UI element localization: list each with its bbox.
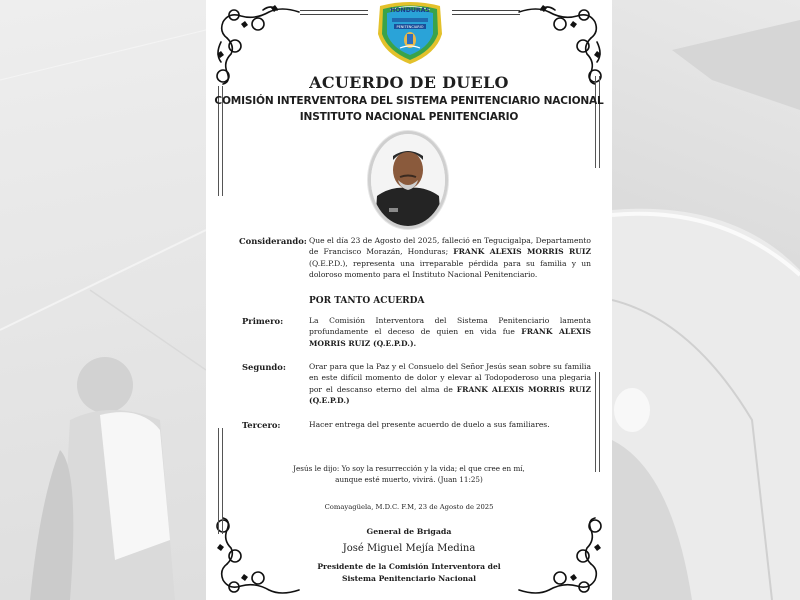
considerando-text: Que el día 23 de Agosto del 2025, falleció en Tegucigalpa, Departamento de Francisco Morazán, Honduras; FRANK ALEXIS MORRIS RUIZ (Q.E.P.D.), representa una irreparable pérdida para su familia y un doloroso momento para el Instituto Nacional Penitenciario. bbox=[309, 236, 591, 279]
honduras-penitenciario-logo-icon bbox=[374, 0, 446, 66]
background-photo-right bbox=[612, 0, 800, 600]
signer-name: José Miguel Mejía Medina bbox=[342, 543, 476, 554]
por-tanto-heading: POR TANTO ACUERDA bbox=[309, 296, 425, 306]
place-and-date: Comayagüela, M.D.C. F.M, 23 de Agosto de 2025 bbox=[324, 503, 494, 511]
segundo-text: Orar para que la Paz y el Consuelo del Señor Jesús sean sobre su familia en este difícil momento de dolor y elevar al Todopoderoso una plegaria por el descanso eterno del alma de FRANK ALEXIS MORRIS RUIZ (Q.E.P.D.) bbox=[309, 362, 591, 405]
signer-title-line-2: Sistema Penitenciario Nacional bbox=[342, 574, 476, 583]
primero-label: Primero: bbox=[242, 316, 284, 326]
document-title: ACUERDO DE DUELO bbox=[309, 73, 509, 92]
considerando-label: Considerando: bbox=[239, 236, 307, 246]
bible-verse-line-1: Jesús le dijo: Yo soy la resurrección y la vida; el que cree en mí, bbox=[293, 464, 525, 473]
frame-line bbox=[300, 10, 368, 15]
svg-text:PENITENCIARIO: PENITENCIARIO bbox=[396, 25, 424, 29]
frame-line bbox=[595, 372, 600, 472]
frame-line bbox=[452, 10, 520, 15]
deceased-name: FRANK ALEXIS MORRIS RUIZ (Q.E.P.D.) bbox=[309, 384, 591, 405]
tercero-label: Tercero: bbox=[242, 420, 281, 430]
primero-text: La Comisión Interventora del Sistema Penitenciario lamenta profundamente el deceso de quien en vida fue FRANK ALEXIS MORRIS RUIZ (Q.E.P.D.). bbox=[309, 316, 591, 348]
portrait-photo bbox=[368, 131, 448, 229]
segundo-label: Segundo: bbox=[242, 362, 286, 372]
document-subtitle-institute: INSTITUTO NACIONAL PENITENCIARIO bbox=[299, 111, 519, 123]
condolence-document bbox=[206, 0, 612, 600]
signer-rank: General de Brigada bbox=[366, 527, 452, 536]
document-subtitle-commission: COMISIÓN INTERVENTORA DEL SISTEMA PENITENCIARIO NACIONAL bbox=[214, 95, 604, 107]
signer-title-line-1: Presidente de la Comisión Interventora del bbox=[317, 562, 501, 571]
deceased-name: FRANK ALEXIS MORRIS RUIZ bbox=[453, 247, 591, 257]
svg-text:HONDURAS: HONDURAS bbox=[390, 7, 430, 14]
deceased-name: FRANK ALEXIS MORRIS RUIZ (Q.E.P.D.). bbox=[309, 327, 591, 348]
tercero-text: Hacer entrega del presente acuerdo de duelo a sus familiares. bbox=[309, 420, 550, 429]
bible-verse-line-2: aunque esté muerto, vivirá. (Juan 11:25) bbox=[335, 475, 483, 484]
background-photo-left bbox=[0, 0, 206, 600]
portrait-person-icon bbox=[371, 134, 445, 226]
